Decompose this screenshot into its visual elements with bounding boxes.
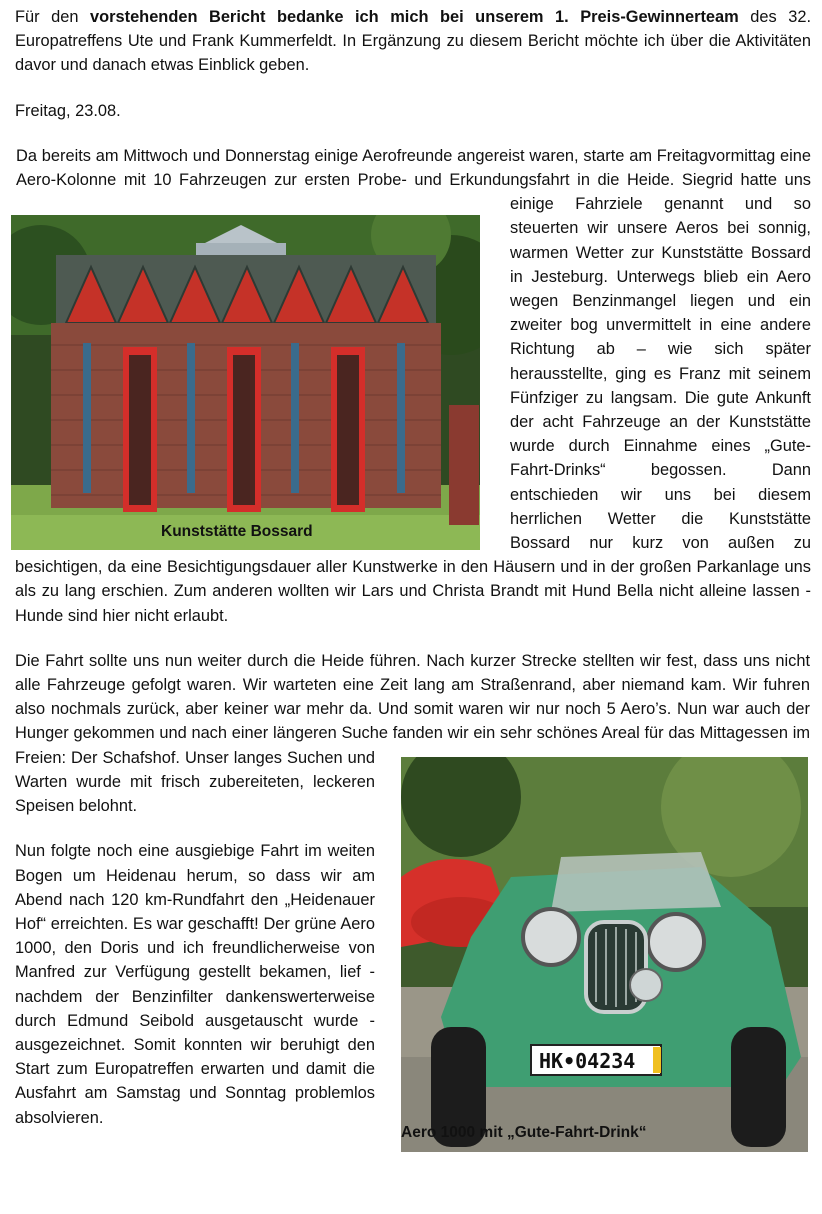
license-plate: HK•04234 (539, 1048, 636, 1073)
intro-text-end: des 32. Europatreffens Ute und Frank Kummerfeldt. In Ergänzung zu diesem Bericht möchte ich über die Aktivitäten davor und danach etwas Einblick geben. (15, 8, 811, 75)
paragraph-1-text: Da bereits am Mittwoch und Donnerstag einige Aerofreunde angereist waren, starte am Freitagvormittag eine Aero-Kolonne mit 10 Fahrzeugen zur ersten Probe- und Erkundungsfahrt in die Heide. Siegrid hatte uns einige Fahrziele genannt und so steuerten wir unsere Aeros bei sonnig, warmen Wetter zur Kunststätte Bossard in Jesteburg. Unterwegs blieb ein Aero wegen Benzinmangel liegen und ein zweiter bog unvermittelt in eine andere Richtung ab – wie sich später herausstellte, ging es Franz mit seinem Fünfziger zu langsam. Die gute Ankunft der acht Fahrzeuge an der Kunststätte wurde durch Einnahme eines „Gute-Fahrt-Drinks“ begossen. Dann entschieden wir uns bei diesem herrlichen Wetter die Kunststätte Bossard nur kurz von außen zu besichtigen, da eine Besichtigungsdauer aller Kunstwerke in den Häusern und in der großen Parkanlage uns als zu lang erschien. Zum anderen wollten wir Lars und Christa Brandt mit Hund Bella nicht alleine lassen - Hunde sind hier nicht erlaubt. (15, 146, 811, 625)
bossard-building-image (11, 215, 480, 550)
aero-car-image (401, 757, 808, 1152)
paragraph-2: Die Fahrt sollte uns nun weiter durch die Heide führen. Nach kurzer Strecke stellten wir fest, dass uns nicht alle Fahrzeuge gefolgt waren. Wir warteten eine Zeit lang am Straßenrand, aber niemand kam. Wir fuhren also nochmals zurück, aber keiner war mehr da. Und somit waren wir nur noch 5 Aero’s. Nun war auch der Hunger gekommen und nach einer längeren Suche fanden wir ein sehr schönes Areal für das Mittagessen im Freien: Der Schafshof. Unser langes Suchen und Warten wurde mit frisch zubereiteten, leckeren Speisen belohnt. (15, 651, 810, 816)
paragraph-1-wrap (15, 144, 811, 628)
caption-aero-1000: Aero 1000 mit „Gute-Fahrt-Drink“ (401, 1123, 647, 1141)
paragraph-3: Nun folgte noch eine ausgiebige Fahrt im weiten Bogen um Heidenau herum, so dass wir am Abend nach 120 km-Rundfahrt den „Heidenauer Hof“ erreichten. Es war geschafft! Der grüne Aero 1000, den Doris und ich freundlicherweise von Manfred zur Verfügung gestellt bekamen, lief - nachdem der Benzinfilter dankenswerterweise durch Edmund Seibold ausgetauscht wurde - ausgezeichnet. Somit konnten wir beruhigt den Start zum Europatreffen erwarten und damit die Ausfahrt am Samstag und Sonntag problemlos absolvieren. (15, 842, 375, 1127)
article (15, 5, 811, 1158)
caption-kunststaette-bossard: Kunststätte Bossard (161, 522, 313, 540)
date-line: Freitag, 23.08. (15, 101, 121, 120)
paragraph-2-3-wrap (15, 649, 811, 1141)
intro-bold-text: vorstehenden Bericht bedanke ich mich bei unserem 1. Preis-Gewinnerteam (89, 8, 739, 26)
photo-aero-1000 (401, 757, 808, 1152)
photo-kunststaette-bossard (11, 215, 480, 550)
intro-text-start: Für den (15, 8, 90, 26)
intro-paragraph (15, 5, 811, 78)
